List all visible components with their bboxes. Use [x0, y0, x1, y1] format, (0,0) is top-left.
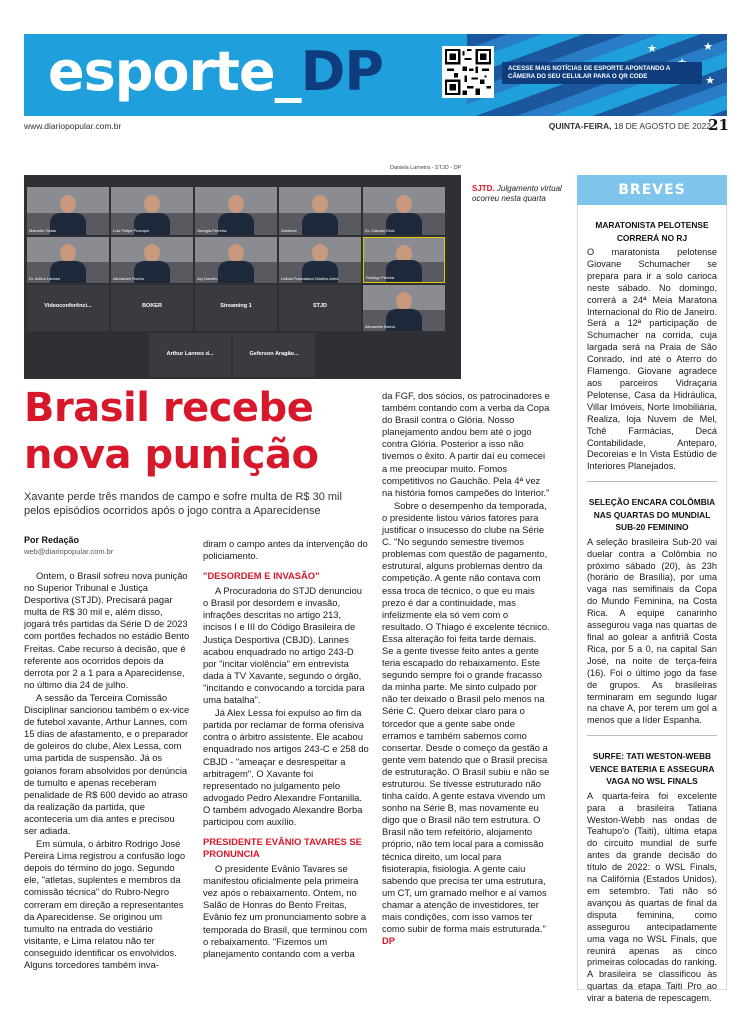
participant-name: Luiz Felipe Procopio	[113, 228, 150, 233]
participant-tile	[279, 237, 361, 283]
headline	[24, 385, 384, 479]
headline-line: nova punição	[24, 432, 319, 478]
paragraph: Ontem, o Brasil sofreu nova punição no Superior Tribunal e Justiça Desportiva (STJD). Precisará pagar multa de R$ 30 mil e, além disso, jogará três partidas da Série D de 2023 com portões fechados no estádio Bento Freitas. Cabe recurso à decisão, que é referente aos ocorridos depois da derrota por 2 a 1 para a Aparecidense, no último dia 24 de julho.	[24, 570, 190, 690]
headline-line: Brasil recebe	[24, 385, 314, 431]
caption-tag: SJTD.	[472, 184, 495, 193]
brief-title: SELEÇÃO ENCARA COLÔMBIA NAS QUARTAS DO MUNDIAL SUB-20 FEMININO	[588, 497, 716, 533]
stream-label: BOKER	[142, 303, 162, 310]
paragraph-text: Sobre o desempenho da temporada, o presidente listou vários fatores para justificar o insucesso do clube na Série C. "No segundo semestre tivemos problemas com questão de pagamento, estrutural, alguns problemas dentro da competição. A gente não contava com essa troca de técnico, o que eu mais prezo é dar a continuidade, mas infelizmente ela só vem com o resultado. O Thiago é excelente técnico. Essa alteração foi feita tarde demais. Se a gente tivesse feito antes a gente teria escapado do rebaixamento. Este segundo sempre foi o grande fracasso da minha parte. Me sinto culpado por não ter deixado o Brasil pelo menos na Série C. Quero deixar claro para o torcedor que a gente sabe onde erramos e também sabemos como consertar. Desde o começo da gestão a gente vem batendo que o Brasil precisa de estruturação. O Brasil subiu e não se estruturou. Se tivesse estruturado não tinha caído. A gente estava vivendo um sonho na Série B, mas novamente eu digo que o Brasil não tem estrutura. O Brasil não tem refeitório, alojamento próprio, não tem local para a comissão técnica direito, um local para fisioterapia, fisiologia. A gente caiu sabendo que precisa ter uma estrutura, um CT, um gramado melhor e aí vamos chamar a atenção de investidores, ter mais condições, com isso vamos ter como subir de forma mais estruturada."	[382, 499, 550, 935]
participant-name: Marcello Vistas	[29, 228, 57, 233]
brief-text: O maratonista pelotense Giovane Schumacher se prepara para ir a solo carioca neste sábado. No domingo, correrá a 24ª Meia Maratona Internacional do Rio de Janeiro. Será a 12ª participação de Schumacher na corrida, cuja largada será na Praia de São Conrado, ind até o Aterro do Flamengo. Giovane agradece aos parceiros Vidraçaria Pelotense, Casa da Hidráulica, Villar Imóveis, Norte Imobiliária, Realiza, loja Nuvem de Mel, Tchê Farmácias, Decá Contabilidade, Anteparo, Decoreias e In Vista Estúdio de Interiores Planejados.	[587, 247, 717, 472]
qr-instructions: ACESSE MAIS NOTÍCIAS DE ESPORTE APONTANDO A CÂMERA DO SEU CELULAR PARA O QR CODE	[502, 62, 702, 84]
paragraph: A Procuradoria do STJD denunciou o Brasil por desordem e invasão, infrações descritas no artigo 213, incisos I e III do Código Brasileira de Justiça Desportiva (CBJD). Lannes acabou enquadrado no artigo 243-D por "incitar violência" em entrevista dada à TV Xavante, segundo o órgão, "incitando e convocando a torcida para uma batalha".	[203, 585, 365, 706]
participant-name: Dr. Arthur Lannes	[29, 276, 61, 281]
brief-text: A quarta-feira foi excelente para a brasileira Tatiana Weston-Webb nas ondas de Teahupo'o (Taiti), última etapa do circuito mundial de surfe antes da grande decisão do título de 2022: o WSL Finals, na Califórnia (Estados Unidos), em setembro. Tati não só avançou às quartas de final da disputa feminina, como assegurou antecipadamente uma vaga no WSL Finals, que reunirá apenas as cinco primeiras colocadas do ranking. A brasileira se classificou às quartas da etapa Taiti Pro ao virar a bateria de repescagem.	[587, 790, 717, 1004]
brief-text: A seleção brasileira Sub-20 vai duelar contra a Colômbia no próximo sábado (20), às 23h (horário de Brasília), por uma vaga nas semifinais da Copa do Mundo Feminina, na Costa Rica. A equipe canarinho assegurou vaga nas quartas de final ao golear a anfitriã Costa Rica, por 5 a 0, na capital San José, na noite de terça-feira (16). Foi o último jogo da fase de grupos. As brasileiras terminaram em segundo lugar na chave A, por terem um gol a menos que a líder Espanha.	[587, 536, 717, 726]
stream-tile	[149, 333, 231, 377]
breves-title: BREVES	[577, 175, 727, 205]
participant-tile	[195, 187, 277, 235]
stream-tile	[195, 285, 277, 331]
stream-label: Streaming 1	[220, 303, 252, 310]
stream-tile	[111, 285, 193, 331]
stream-tile	[279, 285, 361, 331]
article-column-3	[382, 390, 550, 948]
paragraph: Em súmula, o árbitro Rodrigo José Pereira Lima registrou a confusão logo depois do término do jogo. Segundo ele, "atletas, suplentes e membros da comissão técnica" do Rubro-Negro correram em direção a representantes da Aparecidense. Se originou um tumulto na entrada do vestiário visitante, e Lima relatou não ter conseguido identificar os envolvidos. Alguns torcedores também inva-	[24, 838, 186, 970]
subheadline: Xavante perde três mandos de campo e sofre multa de R$ 30 mil pelos episódios ocorridos após o jogo contra a Aparecidense	[24, 491, 342, 517]
article-column-2	[203, 538, 369, 961]
section-heading: PRESIDENTE EVÂNIO TAVARES SE PRONUNCIA	[203, 836, 362, 860]
participant-tile	[363, 285, 445, 331]
participant-name: Georgia Ferreira	[197, 228, 227, 233]
paragraph: A sessão da Terceira Comissão Disciplinar sancionou também o ex-vice de futebol xavante, Arthur Lannes, com 15 dias de afastamento, e o preparador de goleiros do clube, Alex Lessa, com uma partida de suspensão. Já os goianos foram absolvidos por denúncia de tumulto e apenas receberam penalidade de R$ 600 devido ao atraso da realização da partida, que aconteceria um dia antes e precisou ser adiada.	[24, 691, 190, 836]
brief-item	[587, 482, 717, 736]
photo-credit: Daniela Lameira - STJD - DP	[390, 165, 462, 171]
brief-title: MARATONISTA PELOTENSE CORRERÁ NO RJ	[595, 220, 709, 243]
participant-tile	[363, 187, 445, 235]
participant-tile	[111, 237, 193, 283]
byline: Por Redação	[24, 535, 80, 545]
stream-label: Geferson Aragão...	[249, 350, 299, 357]
participant-name: Leticia Francalacci Martins Aires	[281, 276, 339, 281]
paragraph: diram o campo antes da intervenção do policiamento.	[203, 538, 368, 562]
participant-name: Alexandre Rocha	[113, 276, 144, 281]
stream-label: STJD	[312, 303, 328, 310]
participant-name: Dr. Claudio Diniz	[365, 228, 395, 233]
participant-tile	[27, 237, 109, 283]
paragraph	[382, 500, 550, 947]
article-column-1	[24, 570, 190, 972]
participant-name: Ary Davello	[197, 276, 218, 281]
edition-date	[549, 121, 711, 131]
breves-sidebar	[577, 205, 727, 1004]
star-icon: ★	[705, 74, 715, 87]
participant-name: Alexandre Borba	[365, 324, 395, 329]
participant-tile	[111, 187, 193, 235]
caption-text: Julgamento virtual ocorreu nesta quarta	[472, 184, 562, 203]
date: 18 DE AGOSTO DE 2022	[613, 121, 711, 131]
paragraph: da FGF, dos sócios, os patrocinadores e também contando com a verba da Copa do Brasil contra o Glória. Nosso planejamento andou bem até o jogo contra Glória. Posterior a isso não tivemos o êxito. A partir daí eu comecei a me preocupar muito. Fomos competitivos no Gauchão. Pela 4ª vez na história fomos campeões do Interior."	[382, 390, 550, 498]
logo-main: esporte_	[48, 40, 301, 103]
participant-tile	[279, 187, 361, 235]
weekday: QUINTA-FEIRA,	[548, 121, 612, 131]
masthead	[24, 34, 727, 116]
photo-caption	[472, 184, 562, 204]
author-email[interactable]: web@diariopopular.com.br	[24, 547, 114, 556]
star-icon: ★	[647, 42, 657, 55]
qr-code-icon[interactable]	[442, 46, 494, 98]
paragraph: Já Alex Lessa foi expulso ao fim da partida por reclamar de forma ofensiva contra o árbitro assistente. Ele acabou enquadrado nos artigos 243-C e 258 do CBJD - "ameaçar e desrespeitar a arbitragem". O Xavante foi representado no julgamento pelo advogado Pedro Alexandre Fontanilla. O também advogado Alexandre Borba participou com auxílio.	[203, 707, 369, 827]
logo-dp: DP	[300, 40, 383, 103]
brief-item	[587, 736, 717, 1013]
stream-tile	[233, 333, 315, 377]
stream-label: Arthur Lannes d...	[166, 350, 214, 357]
brief-item	[587, 205, 717, 482]
participant-tile-active	[363, 237, 445, 283]
star-icon: ★	[703, 40, 713, 53]
section-heading: "DESORDEM E INVASÃO"	[203, 570, 320, 582]
participant-tile	[27, 187, 109, 235]
participant-name: Zamboni	[281, 228, 297, 233]
participant-tile	[195, 237, 277, 283]
stream-label: Videoconferênci...	[44, 303, 92, 310]
end-mark: DP	[382, 935, 396, 947]
participant-name: Rodrigo Pereira	[366, 275, 395, 280]
stream-tile	[27, 285, 109, 331]
site-url[interactable]: www.diariopopular.com.br	[24, 121, 122, 131]
page-number: 21	[708, 116, 729, 134]
videoconference-photo	[24, 175, 461, 379]
section-logo	[48, 40, 383, 104]
paragraph: O presidente Evânio Tavares se manifestou oficialmente pela primeira vez após o rebaixamento. Ontem, no Salão de Honras do Bento Freitas, Evânio fez um pronunciamento sobre a temporada do Brasil, que terminou com o rebaixamento. "Fizemos um planejamento contando com a verba	[203, 863, 368, 959]
brief-title: SURFE: TATI WESTON-WEBB VENCE BATERIA E ASSEGURA VAGA NO WSL FINALS	[589, 751, 715, 787]
